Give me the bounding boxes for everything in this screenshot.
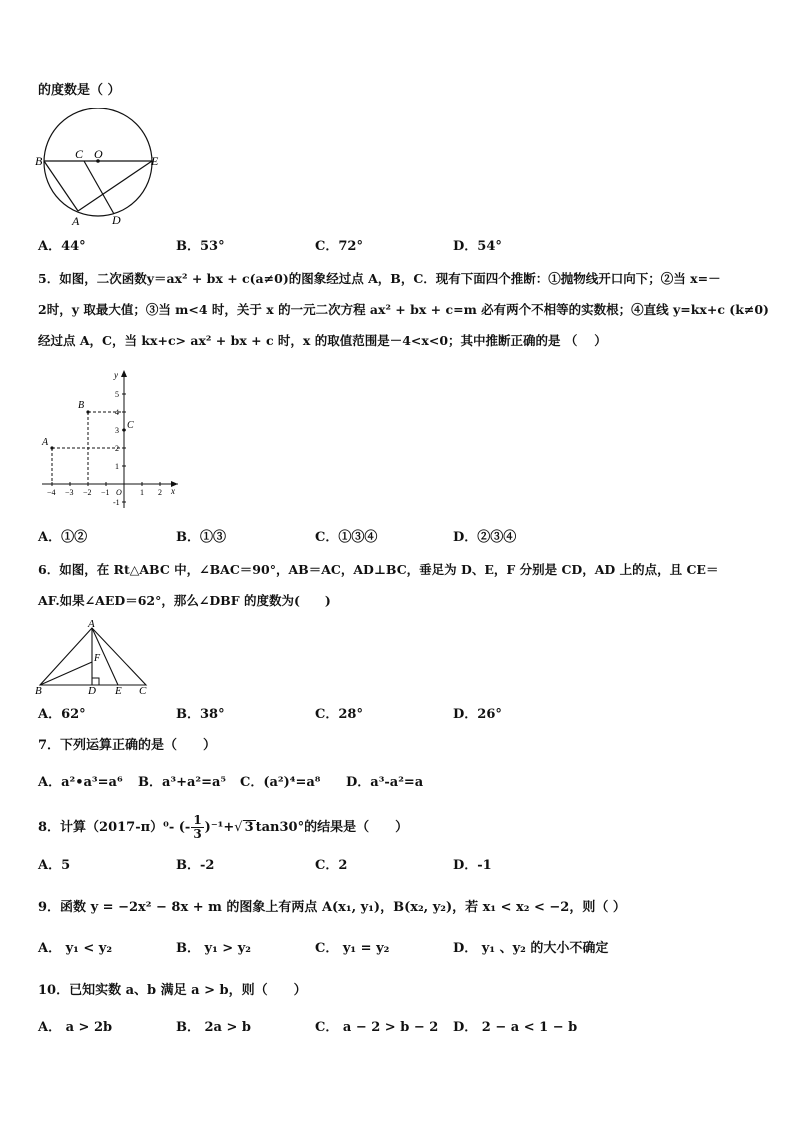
label-e: E [115, 685, 122, 696]
label-point-b: B [78, 400, 85, 411]
q8-stem [38, 814, 408, 841]
x-tick-neg1: −1 [101, 488, 110, 497]
label-c: C [75, 147, 84, 161]
q4-option-a: A．44° [38, 239, 86, 254]
q8-option-a: A．5 [38, 858, 71, 873]
label-a: A [72, 214, 80, 228]
q7-stem: 7．下列运算正确的是（ ） [38, 738, 217, 753]
q6-option-a: A．62° [38, 707, 86, 722]
label-b: B [35, 154, 43, 168]
label-point-c: C [127, 420, 134, 431]
q5-option-a: A．①② [38, 530, 88, 545]
q8-middle: )⁻¹+ [204, 819, 235, 835]
q9-stem: 9．函数 y = −2x² − 8x + m 的图象上有两点 A(x₁, y₁)，B(x₂, y₂)，若 x₁ < x₂ < −2，则（ ） [38, 900, 626, 915]
label-e: E [151, 154, 159, 168]
q6-option-d: D．26° [453, 707, 502, 722]
q9-option-a: A． y₁ < y₂ [38, 941, 113, 956]
label-d: D [88, 685, 96, 696]
q9-option-d: D． y₁ 、y₂ 的大小不确定 [453, 941, 609, 956]
chord-ae [78, 161, 152, 211]
point-a-dot [50, 446, 53, 449]
q5-option-c: C．①③④ [315, 530, 378, 545]
q10-option-c: C． a − 2 > b − 2 [315, 1020, 439, 1035]
y-tick-neg1: -1 [113, 498, 120, 507]
q9-option-b: B． y₁ > y₂ [176, 941, 251, 956]
q7-option-c: C．(a²)⁴=a⁸ [240, 775, 321, 790]
x-tick-neg2: −2 [83, 488, 92, 497]
q8-option-c: C．2 [315, 858, 348, 873]
x-tick-neg3: −3 [65, 488, 74, 497]
q4-option-c: C．72° [315, 239, 363, 254]
y-tick-1: 1 [115, 462, 119, 471]
label-b: B [35, 685, 42, 696]
triangle-abc [40, 628, 146, 685]
right-angle-mark [92, 678, 99, 685]
q6-stem-line1: 6．如图，在 Rt△ABC 中，∠BAC＝90°，AB＝AC，AD⊥BC，垂足为 D、E，F 分别是 CD，AD 上的点，且 CE＝ [38, 562, 719, 577]
y-tick-4: 4 [115, 408, 119, 417]
q10-option-d: D． 2 − a < 1 − b [453, 1020, 578, 1035]
sqrt-icon: √ [234, 819, 243, 835]
origin-label: O [116, 488, 122, 497]
q6-option-b: B．38° [176, 707, 225, 722]
point-b-dot [86, 410, 89, 413]
q6-triangle-figure [34, 620, 158, 696]
label-c: C [139, 685, 147, 696]
point-c-dot [122, 428, 125, 431]
q9-option-c: C． y₁ = y₂ [315, 941, 390, 956]
segment-bf [40, 662, 92, 685]
y-tick-2: 2 [115, 444, 119, 453]
q8-option-d: D．-1 [453, 858, 492, 873]
y-tick-3: 3 [115, 426, 119, 435]
q8-suffix: tan30°的结果是（ ） [255, 819, 409, 835]
q5-stem-line3: 经过点 A，C，当 kx+c> ax² + bx + c 时，x 的取值范围是－4<x<0；其中推断正确的是 （ ） [38, 333, 607, 348]
label-o: O [94, 147, 103, 161]
x-tick-neg4: −4 [47, 488, 56, 497]
q8-fraction [191, 814, 203, 841]
q10-option-b: B． 2a > b [176, 1020, 252, 1035]
q8-sqrt-radicand: 3 [244, 820, 254, 835]
q5-option-b: B．①③ [176, 530, 226, 545]
q4-option-d: D．54° [453, 239, 502, 254]
label-a: A [88, 620, 95, 630]
q8-option-b: B．-2 [176, 858, 215, 873]
q5-stem-line2: 2时，y 取最大值；③当 m<4 时，关于 x 的一元二次方程 ax² + bx + c=m 必有两个不相等的实数根；④直线 y=kx+c (k≠0) [38, 302, 769, 317]
segment-cd [84, 161, 114, 214]
q6-option-c: C．28° [315, 707, 363, 722]
q4-circle-figure [34, 108, 164, 228]
label-d: D [112, 213, 121, 227]
q5-coordinate-figure [38, 366, 188, 512]
q7-option-a: A．a²•a³=a⁶ [38, 775, 123, 790]
q5-stem-line1: 5．如图，二次函数y＝ax² + bx + c(a≠0)的图象经过点 A，B，C．现有下面四个推断：①抛物线开口向下；②当 x=－ [38, 271, 721, 286]
x-axis-label: x [171, 486, 175, 496]
q8-prefix: 8．计算（2017-π）⁰- (- [38, 819, 191, 835]
y-axis-label: y [114, 370, 118, 380]
q8-fraction-numerator: 1 [193, 813, 202, 827]
q7-option-b: B．a³+a²=a⁵ [138, 775, 227, 790]
q8-fraction-denominator: 3 [193, 827, 202, 841]
x-tick-1: 1 [140, 488, 144, 497]
y-tick-5: 5 [115, 390, 119, 399]
q10-stem: 10．已知实数 a、b 满足 a > b，则（ ） [38, 983, 307, 998]
label-point-a: A [42, 437, 49, 448]
x-tick-2: 2 [158, 488, 162, 497]
q6-stem-line2: AF.如果∠AED＝62°，那么∠DBF 的度数为( ) [38, 593, 331, 608]
label-f: F [94, 653, 101, 664]
q7-option-d: D．a³-a²=a [346, 775, 424, 790]
y-axis-arrow [121, 370, 127, 377]
q4-stem-tail: 的度数是（ ） [38, 83, 121, 98]
q5-option-d: D．②③④ [453, 530, 517, 545]
q10-option-a: A． a > 2b [38, 1020, 113, 1035]
q4-option-b: B．53° [176, 239, 225, 254]
